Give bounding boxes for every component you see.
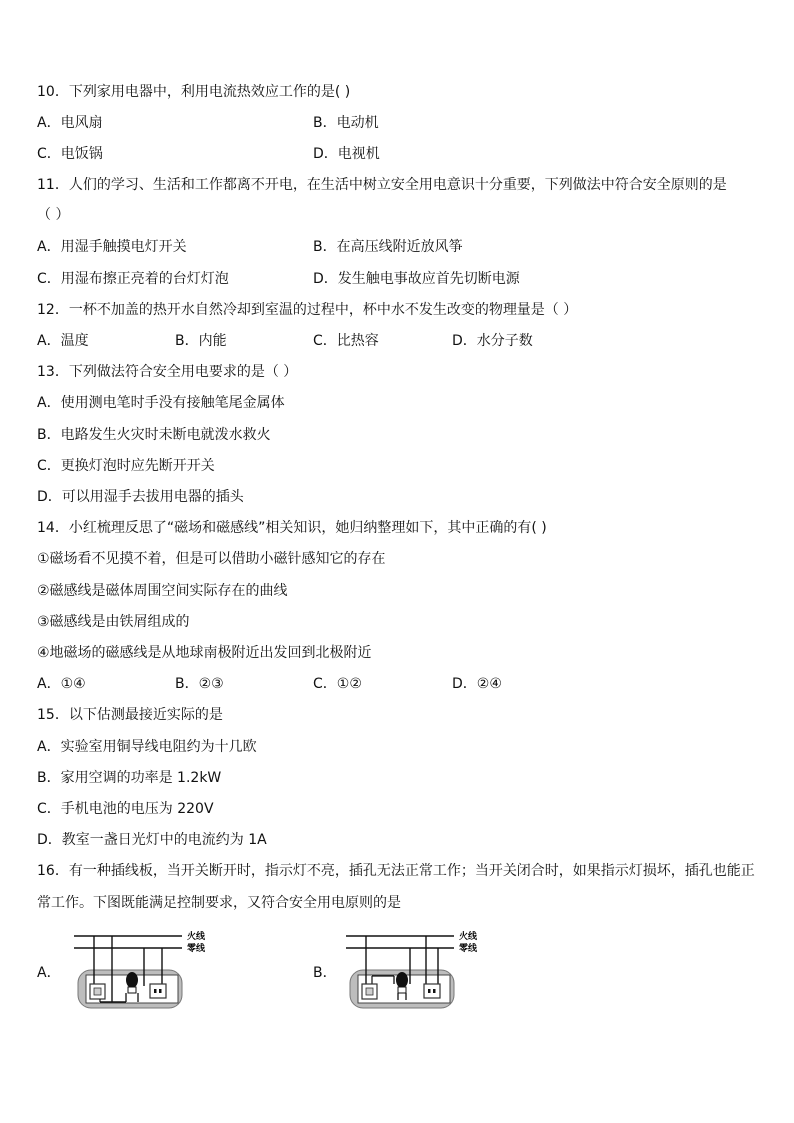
neutral-wire-label: 零线	[459, 944, 478, 954]
q16-circuit-diagram-b	[342, 928, 492, 1014]
q16-option-b-label: B．	[313, 965, 337, 981]
q13-option-c: C．更换灯泡时应先断开开关	[37, 458, 215, 474]
q10-option-b: B．电动机	[313, 115, 379, 131]
q13-option-a: A．使用测电笔时手没有接触笔尾金属体	[37, 395, 285, 411]
q12-option-d: D．水分子数	[452, 333, 533, 349]
q13-option-d: D．可以用湿手去拔用电器的插头	[37, 489, 244, 505]
socket-icon	[424, 984, 440, 998]
q12-stem: 12．一杯不加盖的热开水自然冷却到室温的过程中，杯中水不发生改变的物理量是（ ）	[37, 302, 578, 318]
indicator-lamp-icon	[396, 972, 408, 988]
q14-stem: 14．小红梳理反思了“磁场和磁感线”相关知识，她归纳整理如下，其中正确的有( )	[37, 520, 547, 536]
q12-option-b: B．内能	[175, 333, 227, 349]
q16-stem-cont: 常工作。下图既能满足控制要求，又符合安全用电原则的是	[37, 895, 401, 911]
q11-option-c: C．用湿布擦正亮着的台灯灯泡	[37, 271, 229, 287]
q14-statement-2: ②磁感线是磁体周围空间实际存在的曲线	[37, 583, 288, 599]
q16-option-a-label: A．	[37, 965, 61, 981]
q10-option-a: A．电风扇	[37, 115, 103, 131]
q13-stem: 13．下列做法符合安全用电要求的是（ ）	[37, 364, 298, 380]
live-wire-label: 火线	[459, 932, 478, 942]
q15-option-d: D．教室一盏日光灯中的电流约为 1A	[37, 832, 267, 848]
q10-option-d: D．电视机	[313, 146, 380, 162]
q14-option-b: B．②③	[175, 676, 224, 692]
q14-statement-3: ③磁感线是由铁屑组成的	[37, 614, 190, 630]
q11-stem-cont: （ ）	[37, 207, 70, 223]
live-wire-label: 火线	[187, 932, 206, 942]
socket-icon	[150, 984, 166, 998]
q11-option-a: A．用湿手触摸电灯开关	[37, 239, 187, 255]
q14-option-a: A．①④	[37, 676, 86, 692]
q15-option-c: C．手机电池的电压为 220V	[37, 801, 214, 817]
q11-option-b: B．在高压线附近放风筝	[313, 239, 463, 255]
q14-option-c: C．①②	[313, 676, 362, 692]
q10-stem: 10．下列家用电器中，利用电流热效应工作的是( )	[37, 84, 351, 100]
indicator-lamp-icon	[126, 972, 138, 988]
q11-stem: 11．人们的学习、生活和工作都离不开电，在生活中树立安全用电意识十分重要，下列做法中符合安全原则的是	[37, 177, 727, 193]
neutral-wire-label: 零线	[187, 944, 206, 954]
q10-option-c: C．电饭锅	[37, 146, 103, 162]
q14-option-d: D．②④	[452, 676, 502, 692]
q16-stem: 16．有一种插线板，当开关断开时，指示灯不亮，插孔无法正常工作；当开关闭合时，如果指示灯损坏，插孔也能正	[37, 863, 755, 879]
q14-statement-4: ④地磁场的磁感线是从地球南极附近出发回到北极附近	[37, 645, 372, 661]
q13-option-b: B．电路发生火灾时未断电就泼水救火	[37, 427, 271, 443]
q12-option-a: A．温度	[37, 333, 89, 349]
q15-stem: 15．以下估测最接近实际的是	[37, 707, 223, 723]
q12-option-c: C．比热容	[313, 333, 379, 349]
q11-option-d: D．发生触电事故应首先切断电源	[313, 271, 520, 287]
q15-option-a: A．实验室用铜导线电阻约为十几欧	[37, 739, 257, 755]
q14-statement-1: ①磁场看不见摸不着，但是可以借助小磁针感知它的存在	[37, 551, 386, 567]
q16-circuit-diagram-a	[70, 928, 220, 1014]
q15-option-b: B．家用空调的功率是 1.2kW	[37, 770, 222, 786]
